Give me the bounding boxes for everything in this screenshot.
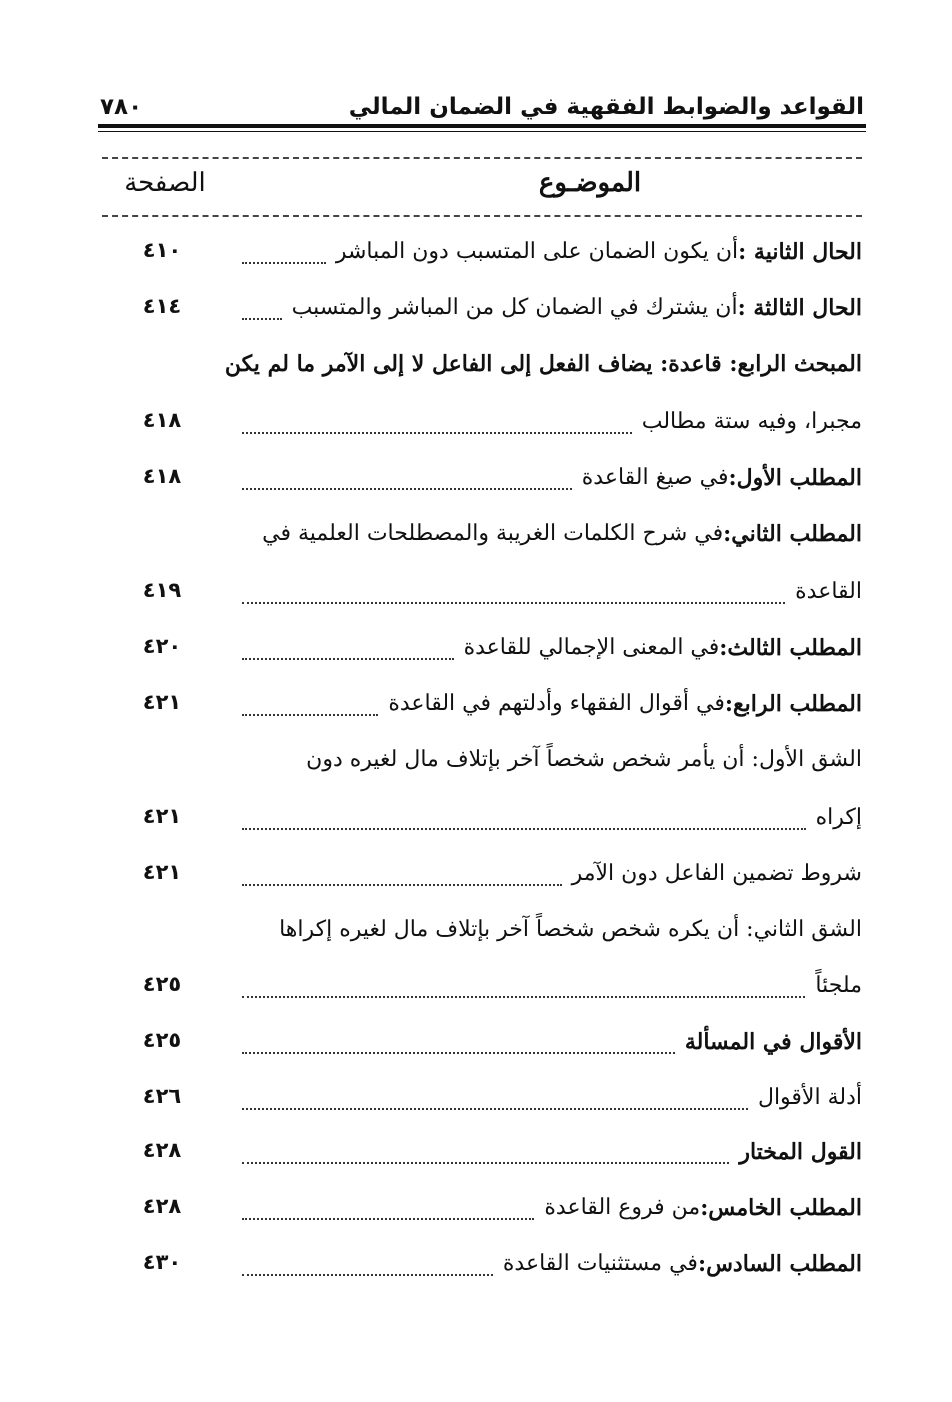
dot-leader (242, 486, 572, 490)
toc-entry-text: أدلة الأقوال (757, 1085, 862, 1110)
toc-entry-text: في شرح الكلمات الغريبة والمصطلحات العلمية في (262, 521, 724, 546)
toc-entry-title (279, 910, 862, 950)
toc-entry-page: ٤١٩ (142, 578, 182, 602)
toc-entry (100, 798, 862, 846)
toc-entry-text: في مستثنيات القاعدة (502, 1251, 698, 1276)
dot-leader (242, 1216, 534, 1220)
toc-entry (100, 288, 862, 336)
toc-entry-title (242, 1078, 862, 1118)
toc-entry (100, 684, 862, 732)
column-header-bottom-rule (102, 215, 862, 217)
toc-entry-page: ٤٣٠ (142, 1250, 182, 1274)
toc-entry (100, 572, 862, 620)
column-header-top-rule (102, 157, 862, 159)
toc-entry-text: القاعدة (795, 579, 862, 604)
toc-entry-text: إكراه (815, 805, 862, 830)
toc-entry-lead: الحال الثالثة : (737, 295, 862, 321)
toc-entry-title (225, 344, 862, 384)
column-header-page: الصفحة (124, 168, 206, 198)
dot-leader (242, 600, 785, 604)
dot-leader (242, 316, 282, 320)
toc-entry (100, 1132, 862, 1180)
toc-entry-page: ٤٢٨ (142, 1194, 182, 1218)
toc-entry-text: الشق الأول: أن يأمر شخص شخصاً آخر بإتلاف مال لغيره دون (306, 747, 862, 772)
dot-leader (242, 1050, 675, 1054)
toc-entry (100, 740, 862, 788)
toc-entry (100, 628, 862, 676)
toc-entry-title (242, 232, 862, 272)
toc-entry (100, 344, 862, 392)
toc-entry-text: أن يشترك في الضمان كل من المباشر والمتسبب (291, 295, 738, 320)
toc-entry-page: ٤٢٨ (142, 1138, 182, 1162)
page-number: ٧٨٠ (100, 94, 143, 120)
toc-entry (100, 458, 862, 506)
dot-leader (242, 430, 632, 434)
toc-entry-title (242, 572, 862, 612)
toc-entry-lead: المطلب الثالث: (719, 635, 862, 661)
toc-entry-page: ٤١٨ (142, 408, 182, 432)
toc-entry-title (242, 458, 862, 498)
toc-entry-page: ٤٢٥ (142, 1028, 182, 1052)
toc-entry (100, 1022, 862, 1070)
toc-entry-lead: الحال الثانية : (738, 239, 862, 265)
dot-leader (242, 656, 454, 660)
toc-entry-title (242, 1188, 862, 1228)
toc-entry-page: ٤٢١ (142, 804, 182, 828)
running-header (100, 88, 864, 120)
toc-entry (100, 1244, 862, 1292)
toc-entry-page: ٤٢٦ (142, 1084, 182, 1108)
toc-entry-title (242, 854, 862, 894)
dot-leader (242, 712, 378, 716)
toc-entry-title (242, 288, 862, 328)
toc-entry-lead: المطلب السادس: (697, 1251, 862, 1277)
toc-entry-page: ٤٢١ (142, 860, 182, 884)
toc-entry-lead: المطلب الثاني: (723, 521, 862, 547)
toc-entry (100, 402, 862, 450)
column-header-topic: الموضـوع (538, 168, 642, 198)
toc-entry-title (242, 402, 862, 442)
toc-entry-title (242, 966, 862, 1006)
toc-entry-lead: المطلب الرابع: (724, 691, 862, 717)
toc-entry-page: ٤١٠ (142, 238, 182, 262)
toc-entry-title (242, 1022, 862, 1062)
toc-entry-text: أن يكون الضمان على المتسبب دون المباشر (335, 239, 739, 264)
toc-entry-text: من فروع القاعدة (544, 1195, 701, 1220)
toc-entry-text: في المعنى الإجمالي للقاعدة (463, 635, 720, 660)
dot-leader (242, 826, 806, 830)
toc-entry (100, 232, 862, 280)
toc-entry-title (242, 628, 862, 668)
toc-entry-page: ٤٢٠ (142, 634, 182, 658)
toc-entry (100, 1078, 862, 1126)
toc-entry-text: شروط تضمين الفاعل دون الآمر (571, 861, 862, 886)
header-rule-thin (98, 131, 866, 132)
toc-entry-text: الشق الثاني: أن يكره شخص شخصاً آخر بإتلاف مال لغيره إكراها (279, 917, 862, 942)
toc-entry (100, 910, 862, 958)
book-title: القواعد والضوابط الفقهية في الضمان المالي (348, 94, 864, 120)
toc-entry-text: ملجئاً (815, 973, 862, 998)
toc-entry-title (262, 514, 862, 554)
toc-entry (100, 514, 862, 562)
toc-entry (100, 1188, 862, 1236)
toc-entry-lead: الأقوال في المسألة (684, 1029, 862, 1055)
toc-entry-text: في صيغ القاعدة (581, 465, 729, 490)
dot-leader (242, 1272, 493, 1276)
dot-leader (242, 882, 562, 886)
toc-entry-page: ٤١٤ (142, 294, 182, 318)
dot-leader (242, 260, 326, 264)
toc-entry (100, 854, 862, 902)
toc-entry (100, 966, 862, 1014)
toc-entry-page: ٤٢٥ (142, 972, 182, 996)
toc-entry-lead: المطلب الأول: (728, 465, 862, 491)
header-rule-thick (98, 124, 866, 128)
toc-entry-lead: القول المختار (739, 1139, 862, 1165)
toc-entry-title (242, 1132, 862, 1172)
toc-entry-title (242, 684, 862, 724)
toc-entry-text: في أقوال الفقهاء وأدلتهم في القاعدة (388, 691, 725, 716)
toc-entry-text: مجبرا، وفيه ستة مطالب (641, 409, 862, 434)
toc-entry-title (242, 798, 862, 838)
toc-entry-lead: المطلب الخامس: (700, 1195, 862, 1221)
toc-entry-title (242, 1244, 862, 1284)
toc-entry-page: ٤١٨ (142, 464, 182, 488)
toc-entry-page: ٤٢١ (142, 690, 182, 714)
toc-entry-text: المبحث الرابع: قاعدة: يضاف الفعل إلى الفاعل لا إلى الآمر ما لم يكن (224, 351, 862, 377)
dot-leader (242, 1106, 748, 1110)
dot-leader (242, 994, 805, 998)
dot-leader (242, 1160, 729, 1164)
toc-entry-title (306, 740, 862, 780)
